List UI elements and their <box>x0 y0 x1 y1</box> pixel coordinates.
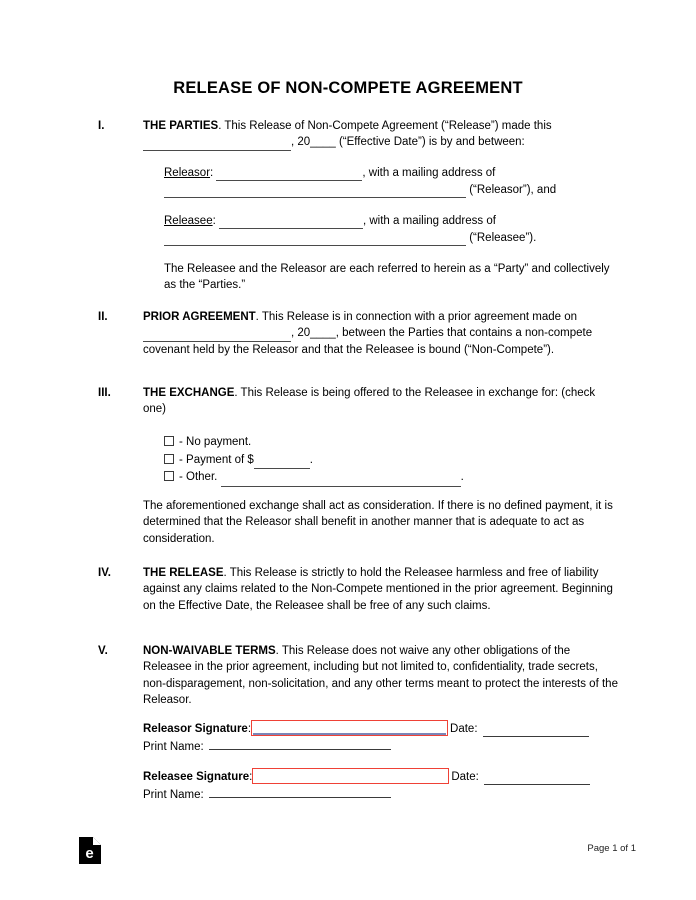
releasee-signature-label: Releasee Signature <box>143 770 250 783</box>
section-body-text: . This Release is in connection with a prior agreement made on <box>255 311 577 323</box>
payment-amount-blank[interactable] <box>254 457 310 469</box>
option-label: - Other. <box>179 471 218 484</box>
releasor-address-row <box>164 182 624 198</box>
releasee-suffix: (“Releasee”). <box>469 232 537 244</box>
releasor-signature-label: Releasor Signature <box>143 722 248 735</box>
section-heading: NON-WAIVABLE TERMS <box>143 645 276 657</box>
releasor-date-label: Date: <box>450 722 478 735</box>
section-the-exchange <box>98 385 618 418</box>
eforms-document-logo-icon <box>79 837 101 864</box>
releasor-date-blank[interactable] <box>483 724 589 737</box>
section-body-tail: , 20____, between the Parties that contains a non-compete covenant held by the Releasor and that the Releasee is bound (“Non-Compete”). <box>143 327 593 356</box>
other-description-blank[interactable] <box>221 475 461 487</box>
releasor-signature-colon: : <box>247 722 252 735</box>
section-non-waivable-terms <box>98 643 618 708</box>
checkbox-icon[interactable] <box>164 454 174 464</box>
section-numeral: IV. <box>98 567 112 579</box>
releasor-address-blank[interactable] <box>164 186 466 198</box>
releasor-signature-field[interactable] <box>251 720 448 736</box>
option-label: - Payment of $ <box>179 453 254 466</box>
consideration-note: The aforementioned exchange shall act as consideration. If there is no defined payment, it is determined that the Releasor shall benefit in another manner that is adequate to act as consideration. <box>143 500 613 545</box>
option-label: - No payment. <box>179 436 252 448</box>
checkbox-icon[interactable] <box>164 436 174 446</box>
releasee-date-label: Date: <box>451 770 479 783</box>
releasee-name-blank[interactable] <box>219 217 363 229</box>
party-definition-note: The Releasee and the Releasor are each referred to herein as a “Party” and collectively as the “Parties.” <box>164 263 610 292</box>
section-numeral: V. <box>98 645 108 657</box>
releasee-signature-colon: : <box>249 770 253 783</box>
releasor-print-name-row <box>143 737 623 755</box>
prior-agreement-date-blank[interactable] <box>143 330 291 342</box>
releasee-address-row <box>164 230 624 246</box>
releasor-tail: , with a mailing address of <box>362 167 496 179</box>
section-text <box>143 643 618 708</box>
page-title: RELEASE OF NON-COMPETE AGREEMENT <box>173 79 523 97</box>
section-text <box>143 565 618 614</box>
releasor-entry <box>164 165 624 181</box>
releasor-signature-row <box>143 718 623 737</box>
section-heading: THE PARTIES <box>143 120 219 132</box>
releasee-print-name-row <box>143 785 623 803</box>
releasee-tail: , with a mailing address of <box>362 215 496 227</box>
section-body-text: . This Release of Non-Compete Agreement (“Release”) made this <box>218 120 552 132</box>
section-the-parties <box>98 118 618 151</box>
svg-text:e: e <box>85 845 94 862</box>
releasor-label: Releasor <box>164 167 211 179</box>
page-number-footer: Page 1 of 1 <box>587 843 636 854</box>
section-text <box>143 118 618 151</box>
releasee-colon: : <box>212 215 219 227</box>
section-body-tail: , 20____ (“Effective Date”) is by and between: <box>291 136 525 149</box>
option-suffix: . <box>460 471 464 484</box>
releasee-print-name-label: Print Name: <box>143 789 204 801</box>
releasor-name-blank[interactable] <box>216 169 362 181</box>
section-numeral: II. <box>98 311 108 323</box>
releasor-colon: : <box>210 167 217 179</box>
section-numeral: III. <box>98 387 111 399</box>
section-body-text: . This Release does not waive any other obligations of the Releasee in the prior agreement, including but not limited to, confidentiality, trade secrets, non-disparagement, non-solicitation, and any other terms meant to protect the interests of the Releasor. <box>143 645 618 706</box>
releasee-date-blank[interactable] <box>484 772 590 785</box>
section-prior-agreement <box>98 309 618 358</box>
section-heading: THE RELEASE <box>143 567 224 579</box>
section-body-text: . This Release is strictly to hold the Releasee harmless and free of liability against any claims related to the Non-Compete mentioned in the prior agreement. Beginning on the Effective Date, the Releasee shall be free of any such claims. <box>143 567 613 612</box>
releasee-signature-field[interactable] <box>252 768 449 784</box>
section-heading: THE EXCHANGE <box>143 387 235 399</box>
releasee-signature-block <box>143 766 623 803</box>
releasee-label: Releasee <box>164 215 213 227</box>
releasee-signature-row <box>143 766 623 785</box>
option-payment-of[interactable] <box>164 452 624 470</box>
releasee-address-blank[interactable] <box>164 234 466 246</box>
releasee-print-name-blank[interactable] <box>209 785 391 798</box>
section-heading: PRIOR AGREEMENT <box>143 311 256 323</box>
effective-date-blank[interactable] <box>143 139 291 151</box>
section-text <box>143 385 618 418</box>
option-other[interactable] <box>164 469 624 487</box>
section-body-text: . This Release is being offered to the Releasee in exchange for: (check one) <box>143 387 596 416</box>
section-numeral: I. <box>98 120 105 132</box>
option-suffix: . <box>309 453 313 466</box>
section-text <box>143 309 618 358</box>
releasee-entry <box>164 213 624 229</box>
releasor-print-name-label: Print Name: <box>143 741 204 753</box>
releasor-suffix: (“Releasor”), and <box>469 184 557 196</box>
releasor-signature-block <box>143 718 623 755</box>
exchange-options <box>164 434 624 487</box>
section-the-release <box>98 565 618 614</box>
option-no-payment[interactable] <box>164 434 624 452</box>
releasor-print-name-blank[interactable] <box>209 737 391 750</box>
checkbox-icon[interactable] <box>164 471 174 481</box>
